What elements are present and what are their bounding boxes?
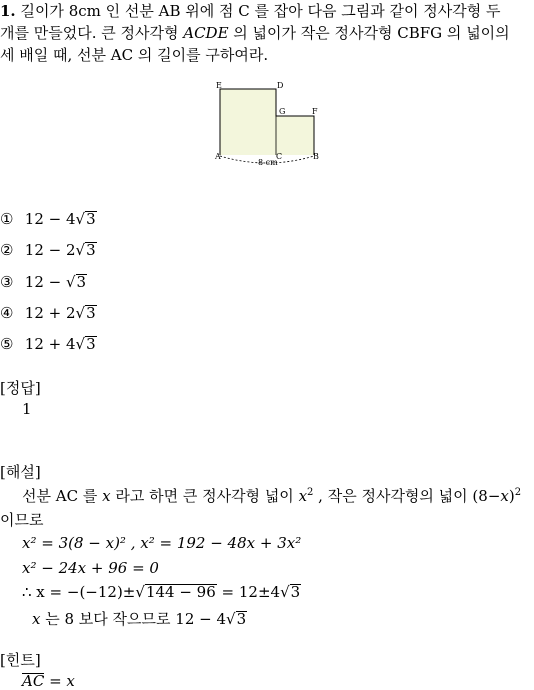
var-x: x [298,487,308,505]
option-4[interactable]: ④ 12 + 2√3 [0,304,96,322]
label-f: F [312,107,318,116]
option-5-mark: ⑤ [0,335,14,353]
squares-fill [220,89,314,155]
eq4-radicand: 3 [236,610,247,628]
question-text-2b: 의 넓이가 작은 정사각형 CBFG 의 넓이의 [228,24,510,42]
solution-eq-1: x² = 3(8 − x)² , x² = 192 − 48x + 3x² [22,534,302,552]
option-2[interactable]: ② 12 − 2√3 [0,241,96,259]
hint-title: [힌트] [0,651,41,669]
label-e: E [216,81,222,90]
eq3-radicand-2: 3 [290,583,301,601]
squares-figure [200,78,340,168]
option-2-radicand: 3 [86,241,96,259]
eq4-text: 는 8 보다 작으므로 12 − 4 [40,610,227,628]
paren: ) [508,487,515,505]
question-text-3: 세 배일 때, 선분 AC 의 길이를 구하여라. [0,46,269,64]
label-d: D [277,81,284,90]
solution-line-2: 이므로 [0,511,44,529]
option-5-radicand: 3 [86,335,96,353]
option-3[interactable]: ③ 12 − √3 [0,273,87,291]
option-1-radicand: 3 [86,210,96,228]
option-1-text: 12 − 4 [24,210,76,228]
hint-eq: = x [44,672,75,690]
option-1[interactable]: ① 12 − 4√3 [0,210,96,228]
option-2-mark: ② [0,241,14,259]
label-b: B [313,152,319,161]
option-4-mark: ④ [0,304,14,322]
label-a: A [215,152,221,161]
square-acde-label: ACDE [183,24,229,42]
option-4-radicand: 3 [86,304,96,322]
var-x: x [32,610,41,628]
option-5[interactable]: ⑤ 12 + 4√3 [0,335,96,353]
question-number: 1. [0,2,16,20]
exponent: 2 [514,487,522,498]
answer-value: 1 [22,400,32,418]
question-text-2a: 개를 만들었다. 큰 정사각형 [0,24,184,42]
option-3-mark: ③ [0,273,14,291]
segment-ac: AC [22,672,45,690]
solution-line-1 [22,485,521,506]
option-3-text: 12 − [24,273,66,291]
question-line-1 [0,0,500,22]
solution-text-1e: , 작은 정사각형의 넓이 (8− [313,487,501,505]
label-g: G [279,107,286,116]
question-line-2 [0,22,510,44]
solution-eq-2: x² − 24x + 96 = 0 [22,559,159,577]
eq3-part-b: = 12±4 [216,583,281,601]
var-x: x [102,487,111,505]
option-4-text: 12 + 2 [24,304,76,322]
solution-eq-3: ∴ x = −(−12)±√144 − 96 = 12±4√3 [22,583,301,601]
hint-line [22,672,75,690]
var-x: x [500,487,509,505]
solution-title: [해설] [0,463,41,481]
label-length: 8 cm [258,158,278,167]
solution-text-1a: 선분 AC 를 [22,487,103,505]
label-c: C [276,152,283,161]
option-3-radicand: 3 [76,273,87,291]
question-text-1: 길이가 8cm 인 선분 AB 위에 점 C 를 잡아 다음 그림과 같이 정사각형 두 [20,2,501,20]
option-5-text: 12 + 4 [24,335,76,353]
eq3-radicand: 144 − 96 [145,583,216,601]
question-line-3 [0,44,268,66]
option-2-text: 12 − 2 [24,241,76,259]
solution-text-1b: 라고 하면 큰 정사각형 넓이 [110,487,299,505]
answer-title: [정답] [0,379,41,397]
option-1-mark: ① [0,210,14,228]
solution-eq-4: x 는 8 보다 작으므로 12 − 4√3 [32,610,247,628]
exponent: 2 [307,487,314,498]
eq3-part-a: ∴ x = −(−12)± [22,583,136,601]
